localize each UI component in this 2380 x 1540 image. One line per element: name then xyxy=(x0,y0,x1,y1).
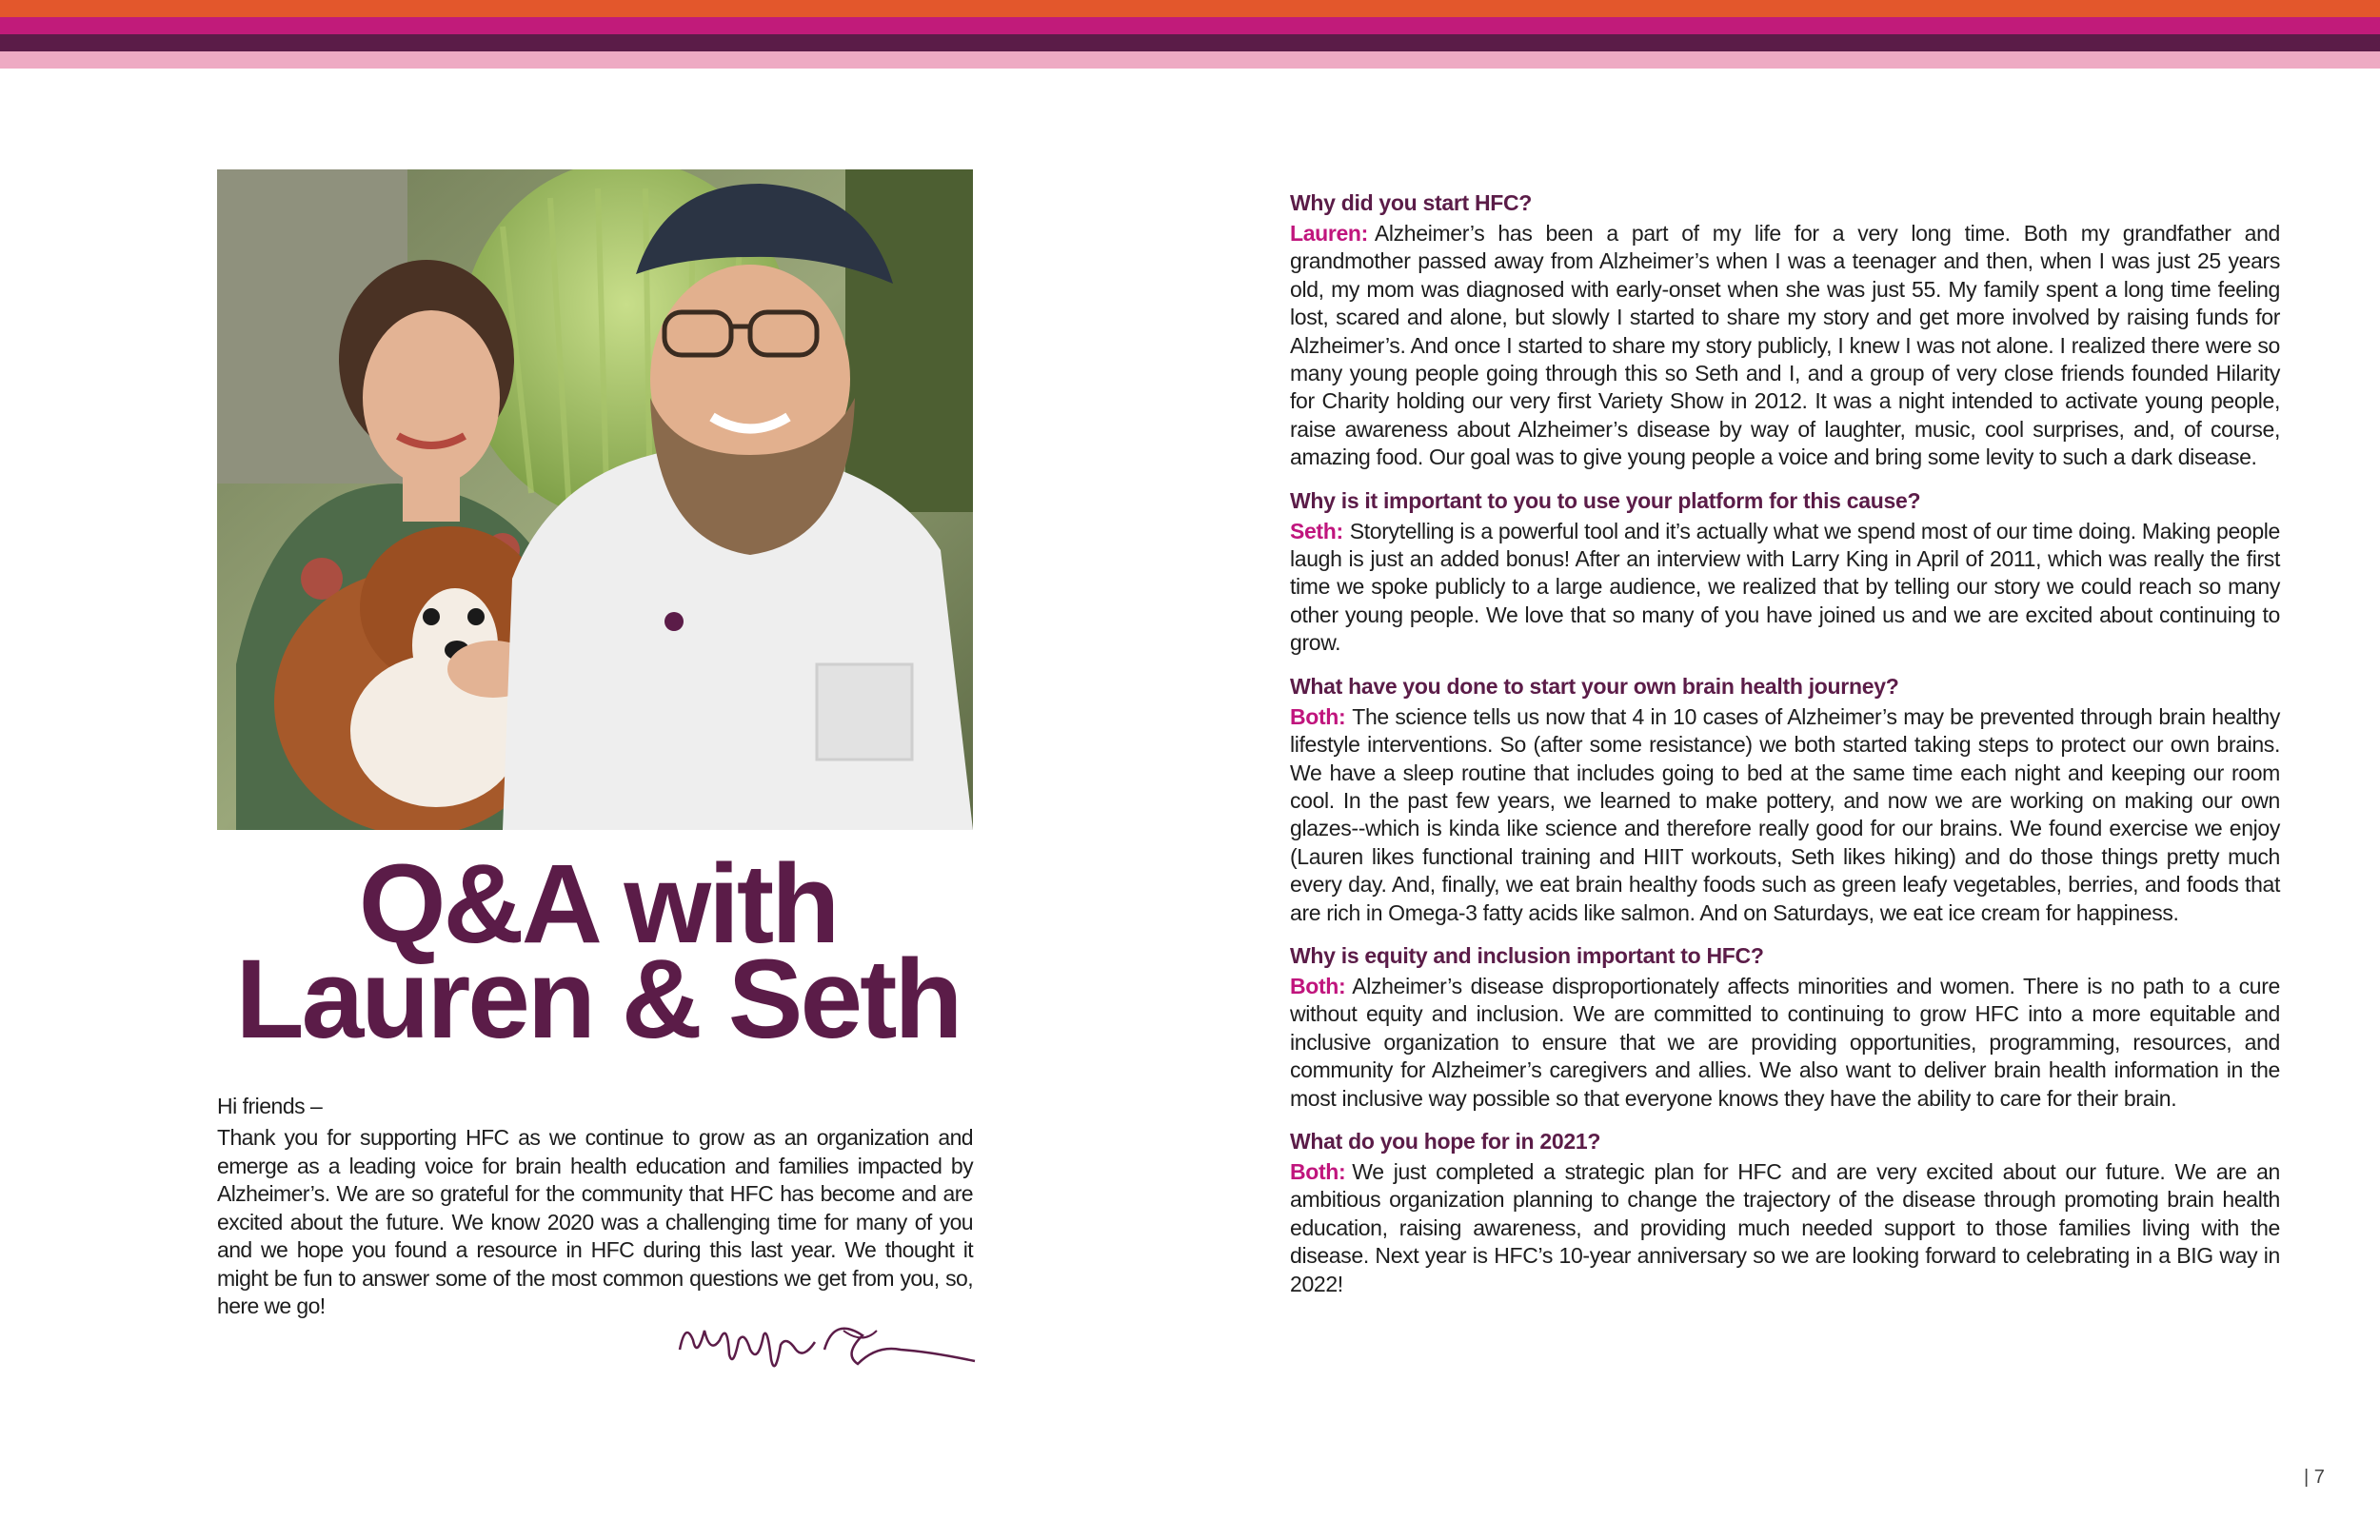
title-line-1: Q&A with xyxy=(358,841,838,967)
speaker-label: Both: xyxy=(1290,703,1346,729)
stripe-pink xyxy=(0,51,2380,69)
question-heading: Why is it important to you to use your platform for this cause? xyxy=(1290,487,1921,513)
qa-item xyxy=(1290,672,2280,927)
speaker-label: Lauren: xyxy=(1290,221,1368,246)
qa-item xyxy=(1290,1127,2280,1298)
qa-item xyxy=(1290,188,2280,472)
page-number: | 7 xyxy=(2304,1467,2325,1488)
answer-text xyxy=(1290,703,2280,927)
qa-section xyxy=(1290,188,2280,1313)
speaker-label: Both: xyxy=(1290,973,1346,998)
speaker-label: Seth: xyxy=(1290,518,1343,543)
stripe-orange xyxy=(0,0,2380,17)
answer-body: Alzheimer’s disease disproportionately affects minorities and women. There is no path to a cure without equity and inclusion. We are committed to continuing to grow HFC into a more equitable and inclusive organization to ensure that we are providing opportunities, programming, resources, and community for Alzheimer’s caregivers and allies. We also want to deliver brain health information in the most inclusive way possible so that everyone knows they have the ability to care for their brain. xyxy=(1290,973,2280,1111)
question-heading: What do you hope for in 2021? xyxy=(1290,1128,1601,1154)
question-heading: Why did you start HFC? xyxy=(1290,190,1533,215)
page-title xyxy=(211,841,984,1062)
stripe-plum xyxy=(0,34,2380,51)
question-heading: Why is equity and inclusion important to HFC? xyxy=(1290,942,1764,968)
decorative-stripes xyxy=(0,0,2380,70)
title-line-2: Lauren & Seth xyxy=(235,937,961,1062)
answer-body: The science tells us now that 4 in 10 cases of Alzheimer’s may be prevented through brain healthy lifestyle interventions. So (after some resistance) we both started taking steps to protect our own brains. We have a sleep routine that includes going to bed at the same time each night and keeping our room cool. In the past few years, we learned to make pottery, and now we are working on making our own glazes--which is kinda like science and therefore really good for our brains. We found exercise we enjoy (Lauren likes functional training and HIIT workouts, Seth likes hiking) and do those things pretty much every day. And, finally, we eat brain healthy foods such as green leafy vegetables, berries, and foods that are rich in Omega-3 fatty acids like salmon. And on Saturdays, we eat ice cream for happiness. xyxy=(1290,703,2280,925)
answer-text xyxy=(1290,1158,2280,1298)
stripe-magenta xyxy=(0,17,2380,34)
intro-paragraph: Thank you for supporting HFC as we continue to grow as an organization and emerge as a leading voice for brain health education and families impacted by Alzheimer’s. We are so grateful for the community that HFC has become and are excited about the future. We know 2020 was a challenging time for many of you and we hope you found a resource in HFC during this last year. We thought it might be fun to answer some of the most common questions we get from you, so, here we go! xyxy=(217,1125,973,1318)
photo-lauren-seth-dog xyxy=(217,169,973,830)
greeting: Hi friends – xyxy=(217,1094,323,1118)
qa-item xyxy=(1290,941,2280,1113)
answer-body: We just completed a strategic plan for HFC and are very excited about our future. We are an ambitious organization planning to change the trajectory of the disease through promoting brain health education, raising awareness, and providing much needed support to those families living with the disease. Next year is HFC’s 10-year anniversary so we are looking forward to celebrating in a BIG way in 2022! xyxy=(1290,1158,2280,1296)
signature-image xyxy=(672,1312,977,1380)
answer-text xyxy=(1290,518,2280,658)
qa-item xyxy=(1290,486,2280,658)
answer-text xyxy=(1290,973,2280,1113)
question-heading: What have you done to start your own brain health journey? xyxy=(1290,673,1899,699)
answer-text xyxy=(1290,220,2280,472)
answer-body: Alzheimer’s has been a part of my life for a very long time. Both my grandfather and grandmother passed away from Alzheimer’s when I was a teenager and then, when I was just 25 years old, my mom was diagnosed with early-onset when she was just 55. My family spent a long time feeling lost, scared and alone, but slowly I started to share my story and get more involved by raising funds for Alzheimer’s. And once I started to share my story publicly, I knew I was not alone. I realized there were so many young people going through this so Seth and I, and a group of very close friends founded Hilarity for Charity holding our very first Variety Show in 2012. It was a night intended to activate young people, raise awareness about Alzheimer’s disease by way of laughter, music, cool surprises, and, of course, amazing food. Our goal was to give young people a voice and bring some levity to such a dark disease. xyxy=(1290,221,2280,470)
speaker-label: Both: xyxy=(1290,1158,1346,1184)
answer-body: Storytelling is a powerful tool and it’s actually what we spend most of our time doing. Making people laugh is just an added bonus! After an interview with Larry King in April of 2011, which was really the first time we spoke publicly to a large audience, we realized that by telling our story we could reach so many other young people. We love that so many of you have joined us and we are excited about continuing to grow. xyxy=(1290,518,2280,656)
